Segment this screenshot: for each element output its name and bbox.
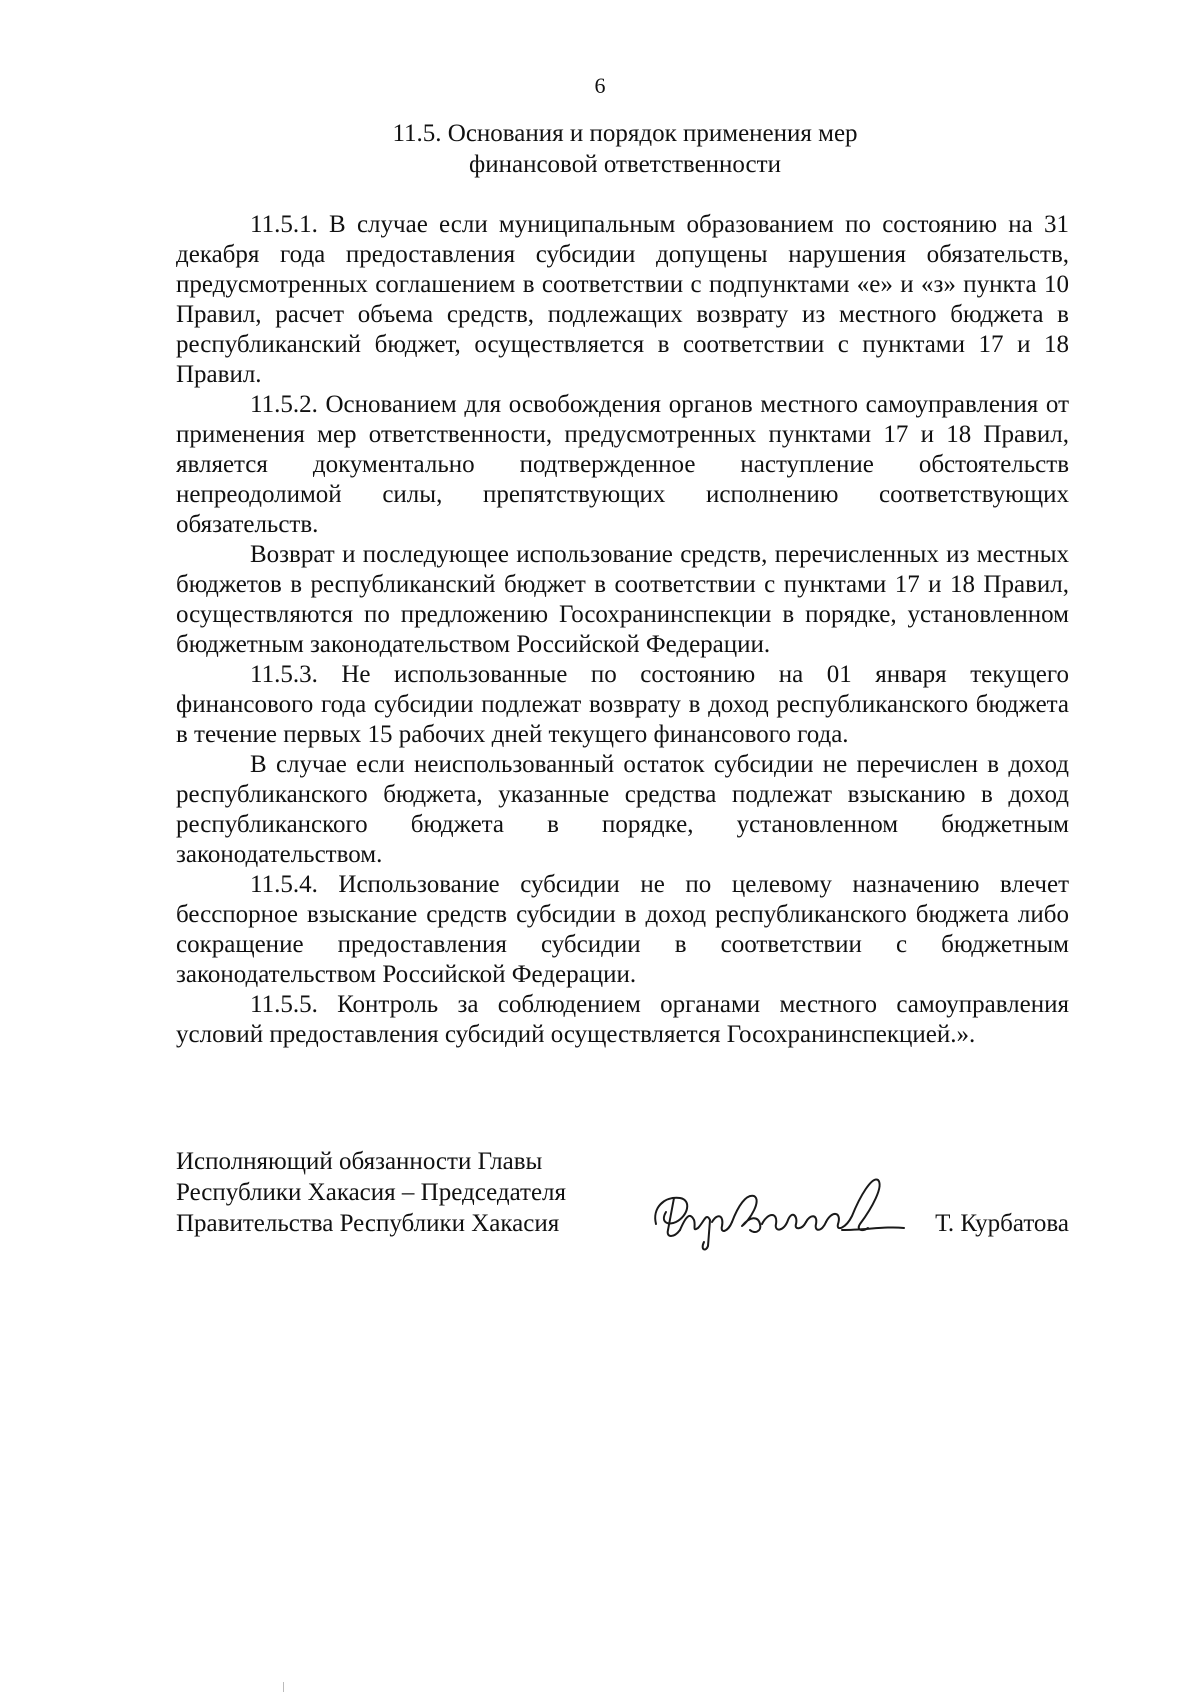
handwritten-signature bbox=[646, 1146, 906, 1256]
signatory-title-line-3: Правительства Республики Хакасия bbox=[176, 1210, 560, 1237]
document-body bbox=[176, 210, 1069, 1050]
paragraph-refund-usage: Возврат и последующее использование средств, перечисленных из местных бюджетов в республиканский бюджет в соответствии с пунктами 17 и 18 Правил, осуществляются по предложению Госохранинспекции в порядке, установленном бюджетным законодательством Российской Федерации. bbox=[176, 541, 1069, 658]
section-heading bbox=[180, 118, 1070, 180]
signatory-title-line-1: Исполняющий обязанности Главы bbox=[176, 1148, 543, 1175]
paragraph-11-5-2: 11.5.2. Основанием для освобождения органов местного самоуправления от применения мер ответственности, предусмотренных пунктами 17 и 18 Правил, является документально подтвержденное наступление обстоятельств непреодолимой силы, препятствующих исполнению соответствующих обязательств. bbox=[176, 391, 1069, 538]
signature-block bbox=[176, 1146, 1069, 1266]
section-heading-line-2: финансовой ответственности bbox=[469, 151, 781, 178]
paragraph-11-5-1: 11.5.1. В случае если муниципальным образованием по состоянию на 31 декабря года предоставления субсидии допущены нарушения обязательств, предусмотренных соглашением в соответствии с подпунктами «е» и «з» пункта 10 Правил, расчет объема средств, подлежащих возврату из местного бюджета в республиканский бюджет, осуществляется в соответствии с пунктами 17 и 18 Правил. bbox=[176, 211, 1069, 388]
paragraph-11-5-3: 11.5.3. Не использованные по состоянию на 01 января текущего финансового года субсидии подлежат возврату в доход республиканского бюджета в течение первых 15 рабочих дней текущего финансового года. bbox=[176, 661, 1069, 748]
page-number: 6 bbox=[594, 73, 606, 98]
paragraph-unused-balance: В случае если неиспользованный остаток субсидии не перечислен в доход республиканского бюджета, указанные средства подлежат взысканию в доход республиканского бюджета в порядке, установленном бюджетным законодательством. bbox=[176, 751, 1069, 868]
paragraph-11-5-5: 11.5.5. Контроль за соблюдением органами местного самоуправления условий предоставления субсидий осуществляется Госохранинспекцией.». bbox=[176, 991, 1069, 1048]
signatory-title bbox=[176, 1146, 616, 1239]
section-heading-line-1: 11.5. Основания и порядок применения мер bbox=[392, 120, 858, 147]
scan-artifact bbox=[283, 1682, 284, 1692]
signatory-title-line-2: Республики Хакасия – Председателя bbox=[176, 1179, 567, 1206]
paragraph-11-5-4: 11.5.4. Использование субсидии не по целевому назначению влечет бесспорное взыскание средств субсидии в доход республиканского бюджета либо сокращение предоставления субсидии в соответствии с бюджетным законодательством Российской Федерации. bbox=[176, 871, 1069, 988]
signatory-name: Т. Курбатова bbox=[935, 1210, 1069, 1237]
